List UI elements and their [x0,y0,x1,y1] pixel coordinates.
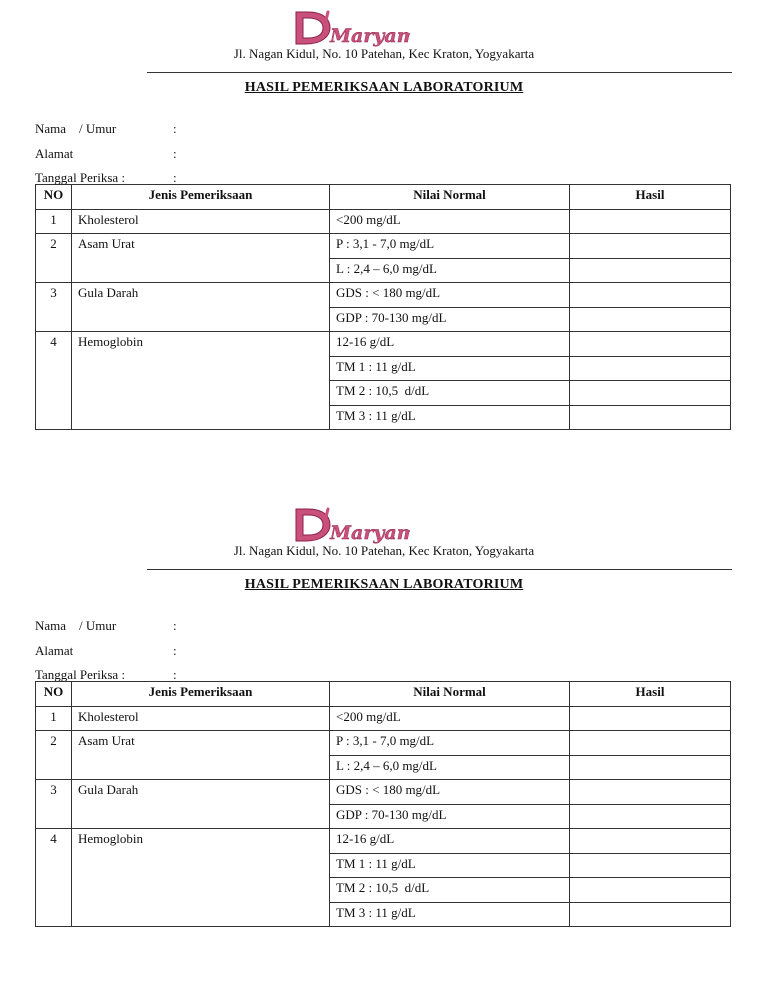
normal-value: L : 2,4 – 6,0 mg/dL [330,258,570,283]
result-cell[interactable] [570,829,731,854]
table-header-row [36,185,731,210]
svg-text:Maryam: Maryam [330,25,410,47]
result-cell[interactable] [570,706,731,731]
lab-results-table [35,184,731,430]
table-row [36,332,731,357]
field-colon: : [173,643,177,658]
test-name: Gula Darah [72,780,330,829]
table-row [36,209,731,234]
result-cell[interactable] [570,209,731,234]
normal-value: <200 mg/dL [330,209,570,234]
report-title: HASIL PEMERIKSAAN LABORATORIUM [244,80,524,95]
result-cell[interactable] [570,853,731,878]
normal-value: TM 1 : 11 g/dL [330,356,570,381]
test-number: 4 [36,332,72,430]
normal-value: TM 3 : 11 g/dL [330,902,570,927]
result-cell[interactable] [570,731,731,756]
field-label: Nama / Umur [35,618,117,633]
column-header: Nilai Normal [330,682,570,707]
svg-text:Maryam: Maryam [330,522,410,544]
field-label: Alamat [35,146,74,161]
normal-value: <200 mg/dL [330,706,570,731]
test-number: 3 [36,780,72,829]
table-row [36,780,731,805]
table-row [36,283,731,308]
column-header: NO [36,185,72,210]
result-cell[interactable] [570,405,731,430]
normal-value: P : 3,1 - 7,0 mg/dL [330,234,570,259]
normal-value: GDP : 70-130 mg/dL [330,307,570,332]
report-title: HASIL PEMERIKSAAN LABORATORIUM [244,577,524,592]
normal-value: L : 2,4 – 6,0 mg/dL [330,755,570,780]
column-header: NO [36,682,72,707]
column-header: Nilai Normal [330,185,570,210]
test-number: 2 [36,234,72,283]
field-label: Alamat [35,643,74,658]
test-name: Asam Urat [72,731,330,780]
result-cell[interactable] [570,381,731,406]
test-number: 4 [36,829,72,927]
table-row [36,706,731,731]
normal-value: 12-16 g/dL [330,829,570,854]
result-cell[interactable] [570,902,731,927]
header-divider [147,569,732,570]
clinic-address: Jl. Nagan Kidul, No. 10 Patehan, Kec Kraton, Yogyakarta [233,543,535,558]
table-row [36,731,731,756]
normal-value: P : 3,1 - 7,0 mg/dL [330,731,570,756]
normal-value: GDS : < 180 mg/dL [330,780,570,805]
result-cell[interactable] [570,804,731,829]
test-name: Kholesterol [72,706,330,731]
test-name: Kholesterol [72,209,330,234]
test-number: 1 [36,706,72,731]
normal-value: GDP : 70-130 mg/dL [330,804,570,829]
column-header: Hasil [570,682,731,707]
normal-value: TM 2 : 10,5 d/dL [330,381,570,406]
test-name: Hemoglobin [72,332,330,430]
result-cell[interactable] [570,780,731,805]
test-name: Gula Darah [72,283,330,332]
normal-value: TM 3 : 11 g/dL [330,405,570,430]
patient-field [35,618,177,634]
result-cell[interactable] [570,234,731,259]
patient-field [35,146,177,162]
patient-field [35,643,177,659]
field-label: Tanggal Periksa : [35,170,126,185]
result-cell[interactable] [570,755,731,780]
test-number: 3 [36,283,72,332]
normal-value: 12-16 g/dL [330,332,570,357]
column-header: Jenis Pemeriksaan [72,185,330,210]
field-colon: : [173,146,177,161]
result-cell[interactable] [570,258,731,283]
lab-report-form [0,497,768,967]
result-cell[interactable] [570,283,731,308]
field-label: Tanggal Periksa : [35,667,126,682]
normal-value: TM 1 : 11 g/dL [330,853,570,878]
column-header: Jenis Pemeriksaan [72,682,330,707]
field-label: Nama / Umur [35,121,117,136]
test-number: 1 [36,209,72,234]
lab-report-form [0,0,768,470]
test-name: Asam Urat [72,234,330,283]
lab-results-table [35,681,731,927]
result-cell[interactable] [570,332,731,357]
field-colon: : [173,170,177,185]
column-header: Hasil [570,185,731,210]
normal-value: TM 2 : 10,5 d/dL [330,878,570,903]
field-colon: : [173,618,177,633]
normal-value: GDS : < 180 mg/dL [330,283,570,308]
test-name: Hemoglobin [72,829,330,927]
table-row [36,234,731,259]
header-divider [147,72,732,73]
clinic-address: Jl. Nagan Kidul, No. 10 Patehan, Kec Kraton, Yogyakarta [233,46,535,61]
patient-field [35,121,177,137]
result-cell[interactable] [570,878,731,903]
table-row [36,829,731,854]
field-colon: : [173,121,177,136]
test-number: 2 [36,731,72,780]
field-colon: : [173,667,177,682]
result-cell[interactable] [570,356,731,381]
table-header-row [36,682,731,707]
result-cell[interactable] [570,307,731,332]
